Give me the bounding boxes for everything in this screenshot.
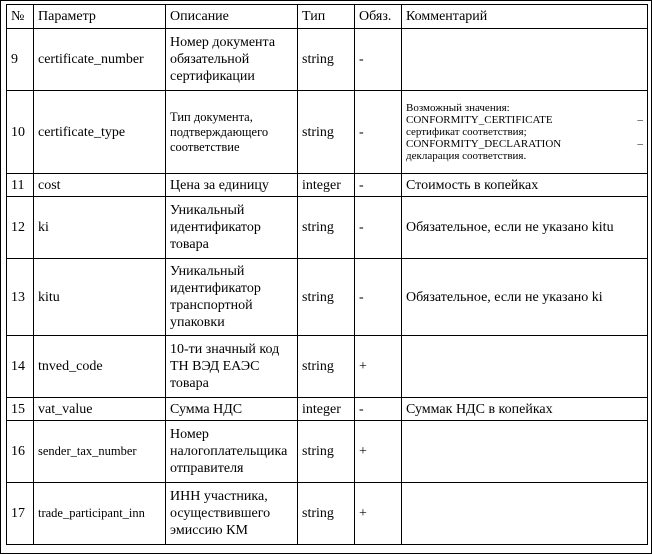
row-desc: Уникальный идентификатор транспортной упаковки <box>166 259 298 336</box>
row-comment <box>402 483 648 545</box>
row-desc: 10-ти значный код ТН ВЭД ЕАЭС товара <box>166 336 298 398</box>
row-param: sender_tax_number <box>34 421 166 483</box>
row-type: string <box>298 421 355 483</box>
row-comment <box>402 91 648 174</box>
row-required: - <box>355 91 402 174</box>
row-comment <box>402 336 648 398</box>
row-param: certificate_number <box>34 29 166 91</box>
row-comment: Суммак НДС в копейках <box>402 398 648 421</box>
row-required: - <box>355 29 402 91</box>
row-desc: Цена за единицу <box>166 174 298 197</box>
table-row <box>7 29 648 91</box>
comment-line: декларация соответствия. <box>406 150 527 162</box>
row-required: - <box>355 174 402 197</box>
comment-line-dash: – <box>637 114 643 126</box>
table-row <box>7 91 648 174</box>
table-row <box>7 421 648 483</box>
comment-line: сертификат соответствия; <box>406 126 527 138</box>
table-row <box>7 336 648 398</box>
table-row <box>7 259 648 336</box>
row-required: - <box>355 197 402 259</box>
row-param: certificate_type <box>34 91 166 174</box>
table-row <box>7 197 648 259</box>
row-num: 16 <box>7 421 34 483</box>
header-num: № <box>7 5 34 29</box>
row-comment: Обязательное, если не указано ki <box>402 259 648 336</box>
comment-line-dash: – <box>637 138 643 150</box>
row-type: string <box>298 336 355 398</box>
row-required: + <box>355 336 402 398</box>
row-required: - <box>355 259 402 336</box>
row-num: 10 <box>7 91 34 174</box>
row-param: ki <box>34 197 166 259</box>
row-type: string <box>298 197 355 259</box>
row-num: 9 <box>7 29 34 91</box>
row-type: string <box>298 29 355 91</box>
row-num: 17 <box>7 483 34 545</box>
row-type: integer <box>298 398 355 421</box>
comment-line: Возможный значения: <box>406 102 510 114</box>
comment-line-text: CONFORMITY_CERTIFICATE <box>406 114 553 126</box>
header-comment: Комментарий <box>402 5 648 29</box>
table-row <box>7 174 648 197</box>
row-type: string <box>298 483 355 545</box>
parameters-table <box>6 4 648 545</box>
row-num: 14 <box>7 336 34 398</box>
row-desc: Номер документа обязательной сертификации <box>166 29 298 91</box>
row-param: kitu <box>34 259 166 336</box>
row-desc: Уникальный идентификатор товара <box>166 197 298 259</box>
row-type: string <box>298 91 355 174</box>
row-param: tnved_code <box>34 336 166 398</box>
row-desc: ИНН участника, осуществившего эмиссию КМ <box>166 483 298 545</box>
row-num: 15 <box>7 398 34 421</box>
header-required: Обяз. <box>355 5 402 29</box>
row-comment: Обязательное, если не указано kitu <box>402 197 648 259</box>
header-param: Параметр <box>34 5 166 29</box>
row-comment <box>402 421 648 483</box>
row-param: vat_value <box>34 398 166 421</box>
header-desc: Описание <box>166 5 298 29</box>
row-desc: Сумма НДС <box>166 398 298 421</box>
row-desc: Номер налогоплательщика отправителя <box>166 421 298 483</box>
row-required: + <box>355 421 402 483</box>
table-row <box>7 483 648 545</box>
row-type: string <box>298 259 355 336</box>
row-num: 13 <box>7 259 34 336</box>
comment-line <box>406 114 643 126</box>
header-type: Тип <box>298 5 355 29</box>
table-header-row <box>7 5 648 29</box>
row-num: 11 <box>7 174 34 197</box>
row-param: trade_participant_inn <box>34 483 166 545</box>
row-required: - <box>355 398 402 421</box>
row-comment: Стоимость в копейках <box>402 174 648 197</box>
row-type: integer <box>298 174 355 197</box>
row-num: 12 <box>7 197 34 259</box>
row-param: cost <box>34 174 166 197</box>
row-required: + <box>355 483 402 545</box>
row-desc: Тип документа, подтверждающего соответствие <box>166 91 298 174</box>
comment-line <box>406 138 643 150</box>
comment-line-text: CONFORMITY_DECLARATION <box>406 138 562 150</box>
table-row <box>7 398 648 421</box>
row-comment <box>402 29 648 91</box>
